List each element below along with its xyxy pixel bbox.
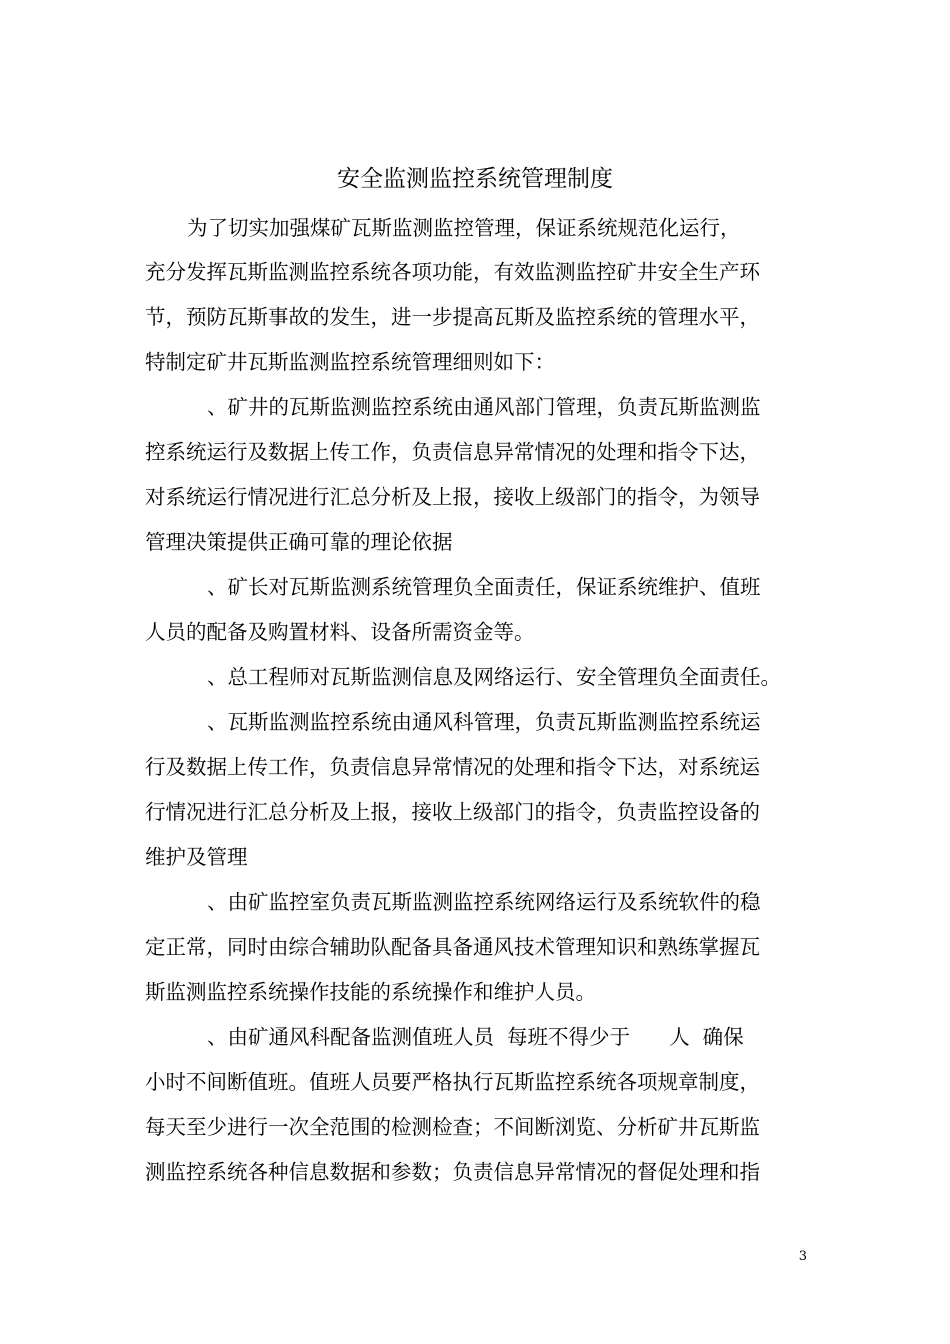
text-line: 为了切实加强煤矿瓦斯监测监控管理，保证系统规范化运行， — [187, 216, 741, 240]
text-line: 、总工程师对瓦斯监测信息及网络运行、安全管理负全面责任。 — [207, 665, 781, 689]
text-line: 、瓦斯监测监控系统由通风科管理，负责瓦斯监测监控系统运 — [207, 710, 761, 734]
text-line: 定正常，同时由综合辅助队配备具备通风技术管理知识和熟练掌握瓦 — [145, 935, 760, 959]
text-line: 、由矿监控室负责瓦斯监测监控系统网络运行及系统软件的稳 — [207, 890, 761, 914]
text-line: 每天至少进行一次全范围的检测检查；不间断浏览、分析矿井瓦斯监 — [145, 1115, 760, 1139]
text-line: 人员的配备及购置材料、设备所需资金等。 — [145, 620, 535, 644]
text-line: 、矿长对瓦斯监测系统管理负全面责任，保证系统维护、值班 — [207, 575, 761, 599]
text-line: 小时不间断值班。值班人员要严格执行瓦斯监控系统各项规章制度， — [145, 1070, 760, 1094]
text-line: 行情况进行汇总分析及上报，接收上级部门的指令，负责监控设备的 — [145, 800, 760, 824]
text-line: 控系统运行及数据上传工作，负责信息异常情况的处理和指令下达， — [145, 440, 760, 464]
text-line: 充分发挥瓦斯监测监控系统各项功能，有效监测监控矿井安全生产环 — [145, 260, 760, 284]
text-line: 维护及管理 — [145, 845, 248, 869]
page-number: 3 — [798, 1249, 807, 1264]
document-title: 安全监测监控系统管理制度 — [337, 166, 613, 192]
text-line: 测监控系统各种信息数据和参数；负责信息异常情况的督促处理和指 — [145, 1160, 760, 1184]
text-line: 行及数据上传工作，负责信息异常情况的处理和指令下达，对系统运 — [145, 755, 760, 779]
text-line: 、由矿通风科配备监测值班人员 每班不得少于 人 确保 — [207, 1025, 744, 1049]
text-line: 对系统运行情况进行汇总分析及上报，接收上级部门的指令，为领导 — [145, 485, 760, 509]
text-line: 特制定矿井瓦斯监测监控系统管理细则如下： — [145, 350, 555, 374]
text-line: 管理决策提供正确可靠的理论依据 — [145, 530, 453, 554]
text-line: 节，预防瓦斯事故的发生，进一步提高瓦斯及监控系统的管理水平， — [145, 305, 760, 329]
text-line: 斯监测监控系统操作技能的系统操作和维护人员。 — [145, 980, 596, 1004]
text-line: 、矿井的瓦斯监测监控系统由通风部门管理，负责瓦斯监测监 — [207, 395, 761, 419]
